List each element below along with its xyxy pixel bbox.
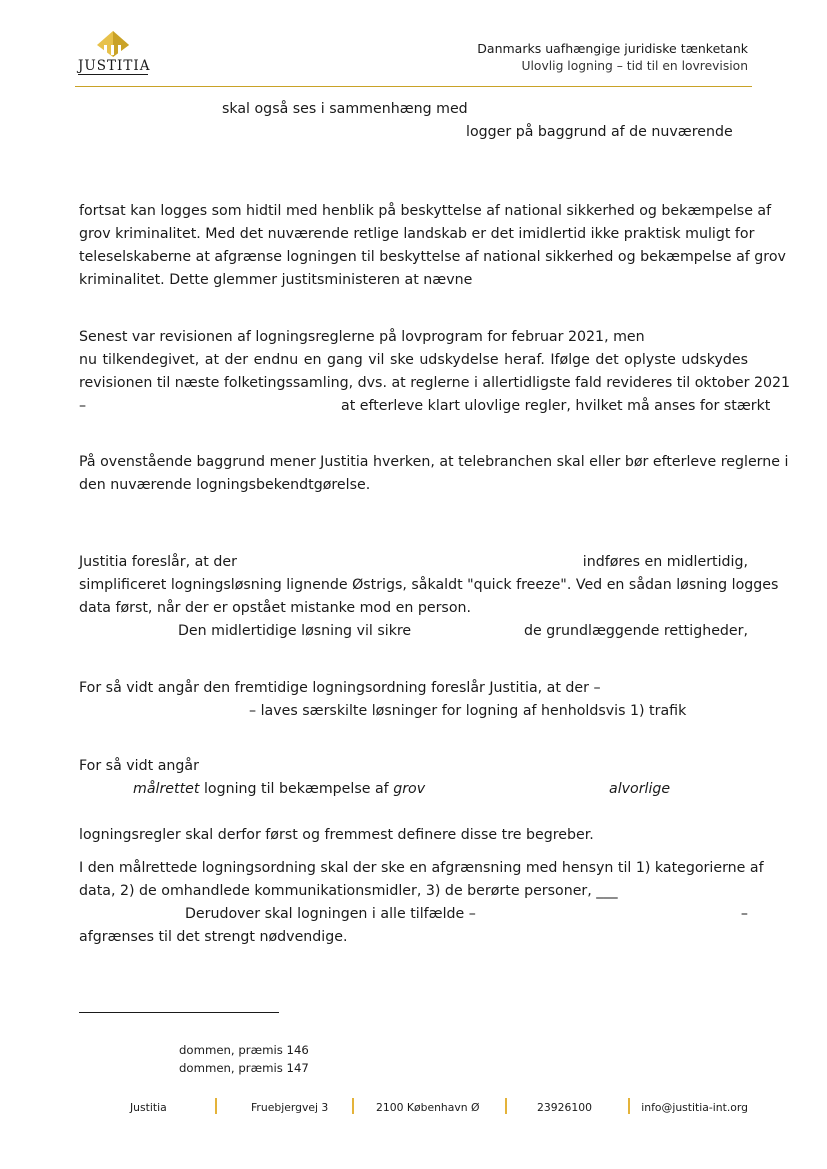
body-line: – laves særskilte løsninger for logning af henholdsvis 1) trafik — [249, 703, 687, 719]
footer-separator — [215, 1098, 217, 1114]
body-line: For så vidt angår den fremtidige logningsordning foreslår Justitia, at der – — [79, 680, 601, 696]
body-line: simplificeret logningsløsning lignende Østrigs, såkaldt "quick freeze". Ved en sådan løsning logges — [79, 577, 779, 593]
body-line: revisionen til næste folketingssamling, dvs. at reglerne i allertidligste fald revideres til oktober 2021 — [79, 375, 791, 391]
body-line: logger på baggrund af de nuværende — [466, 124, 733, 140]
footnote: dommen, præmis 147 — [179, 1061, 309, 1075]
body-line: skal også ses i sammenhæng med — [222, 101, 468, 117]
footer-street: Fruebjergvej 3 — [251, 1101, 329, 1114]
footer-separator — [352, 1098, 354, 1114]
body-line: På ovenstående baggrund mener Justitia hverken, at telebranchen skal eller bør efterleve reglerne i — [79, 454, 789, 470]
logo-underline — [78, 74, 148, 75]
body-line: I den målrettede logningsordning skal der ske en afgrænsning med hensyn til 1) kategorierne af — [79, 860, 764, 876]
header-divider — [75, 86, 752, 87]
body-line: data først, når der er opstået mistanke mod en person. — [79, 600, 471, 616]
body-line: Derudover skal logningen i alle tilfælde – — [185, 906, 476, 922]
emphasis-text: alvorlige — [609, 781, 671, 797]
body-line: afgrænses til det strengt nødvendige. — [79, 929, 348, 945]
body-text: logning til bekæmpelse af — [199, 781, 394, 797]
header-document-title: Ulovlig logning – tid til en lovrevision — [521, 59, 748, 73]
body-line-emphasis — [133, 778, 425, 801]
body-line: data, 2) de omhandlede kommunikationsmidler, 3) de berørte personer, ___ — [79, 883, 618, 899]
body-line: at efterleve klart ulovlige regler, hvilket må anses for stærkt — [341, 398, 771, 414]
body-line: grov kriminalitet. Med det nuværende retlige landskab er det imidlertid ikke praktisk muligt for — [79, 226, 755, 242]
body-line: Den midlertidige løsning vil sikre — [178, 623, 412, 639]
body-line: fortsat kan logges som hidtil med henblik på beskyttelse af national sikkerhed og bekæmpelse af — [79, 203, 772, 219]
body-line: den nuværende logningsbekendtgørelse. — [79, 477, 371, 493]
body-line: kriminalitet. Dette glemmer justitsministeren at nævne — [79, 272, 473, 288]
footnote-divider — [79, 1012, 279, 1013]
footnote: dommen, præmis 146 — [179, 1043, 309, 1057]
body-line: nu tilkendegivet, at der endnu en gang vil ske udskydelse heraf. Ifølge det oplyste udskydes — [79, 352, 748, 368]
footer-separator — [628, 1098, 630, 1114]
emphasis-text: grov — [393, 781, 426, 797]
footer-separator — [505, 1098, 507, 1114]
body-line: Justitia foreslår, at der — [79, 554, 237, 570]
body-line: teleselskaberne at afgrænse logningen til beskyttelse af national sikkerhed og bekæmpelse af grov — [79, 249, 786, 265]
body-line: indføres en midlertidig, — [582, 554, 748, 570]
footer-phone: 23926100 — [537, 1101, 592, 1114]
footer-email-link[interactable]: info@justitia-int.org — [641, 1101, 748, 1114]
logo-wordmark: JUSTITIA — [78, 58, 151, 74]
body-dash: – — [79, 398, 87, 414]
footer-city: 2100 København Ø — [376, 1101, 480, 1114]
footer-org-name: Justitia — [130, 1101, 167, 1114]
body-line: logningsregler skal derfor først og fremmest definere disse tre begreber. — [79, 827, 594, 843]
emphasis-text: målrettet — [133, 781, 200, 797]
body-line: de grundlæggende rettigheder, — [523, 623, 748, 639]
body-dash: – — [740, 906, 748, 922]
body-line: Senest var revisionen af logningsreglerne på lovprogram for februar 2021, men — [79, 329, 645, 345]
header-tagline: Danmarks uafhængige juridiske tænketank — [477, 41, 748, 56]
body-line: For så vidt angår — [79, 758, 199, 774]
